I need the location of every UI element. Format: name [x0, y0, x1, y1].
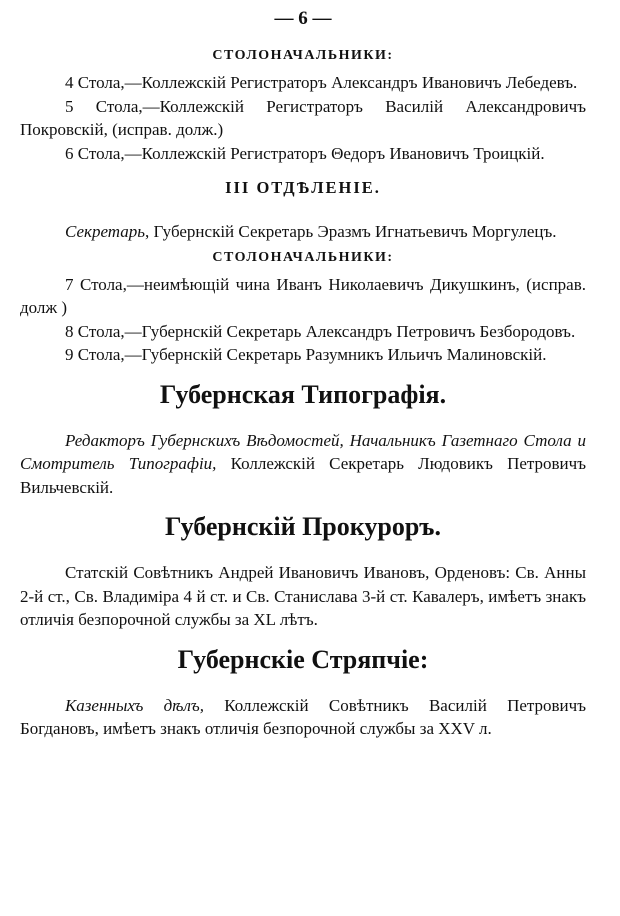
section-heading-2: СТОЛОНАЧАЛЬНИКИ:	[212, 249, 394, 265]
entry-desk-9: 9 Стола,—Губернскій Секретарь Разумникъ Ильичъ Малиновскій.	[65, 345, 547, 364]
entry-desk-6: 6 Стола,—Коллежскій Регистраторъ Θедоръ Ивановичъ Троицкій.	[65, 143, 545, 163]
solicitors-title: Губернскіе Стряпчіе:	[177, 644, 429, 674]
solicitors-lead: Казенныхъ дѣлъ,	[65, 695, 204, 715]
secretary-text: , Губернскій Секретарь Эразмъ Игнатьевичъ Моргулецъ.	[145, 222, 557, 241]
typography-text: Коллежскій Секретарь Людовикъ Петровичъ Вильчевскій.	[20, 454, 586, 497]
entry-desk-5: 5 Стола,—Коллежскій Регистраторъ Василій Александровичъ Покровскій, (исправ. долж.)	[20, 96, 586, 139]
solicitors-text: Коллежскій Совѣтникъ Василій Петровичъ Богдановъ, имѣетъ знакъ отличія безпорочной службы за XXV л.	[20, 695, 586, 738]
typography-title: Губернская Типографія.	[159, 379, 447, 409]
prosecutor-entry: Статскій Совѣтникъ Андрей Ивановичъ Ивановъ, Орденовъ: Св. Анны 2-й ст., Св. Владиміра 4 й ст. и Св. Станислава 3-й ст. Кавалеръ, имѣетъ знакъ отличія безпорочной службы за XL лѣтъ.	[20, 563, 586, 629]
solicitors-entry	[20, 694, 586, 741]
page-number: — 6 —	[274, 8, 332, 29]
entry-desk-7: 7 Стола,—неимѣющій чина Иванъ Николаевичъ Дикушкинъ, (исправ. долж )	[20, 274, 586, 317]
typography-lead: Редакторъ Губернскихъ Вѣдомостей, Начальникъ Газетнаго Стола и Смотритель Типографіи,	[20, 430, 586, 473]
entry-desk-4: 4 Стола,—Коллежскій Регистраторъ Александръ Ивановичъ Лебедевъ.	[65, 73, 578, 92]
typography-entry	[20, 429, 586, 500]
entry-desk-8: 8 Стола,—Губернскій Секретарь Александръ Петровичъ Безбородовъ.	[65, 321, 576, 341]
secretary-title: Секретарь	[65, 222, 145, 241]
department-title: III ОТДѢЛЕНІЕ.	[225, 178, 381, 197]
secretary-entry	[20, 220, 586, 244]
prosecutor-title: Губернскій Прокуроръ.	[165, 512, 441, 541]
section-heading: СТОЛОНАЧАЛЬНИКИ:	[212, 48, 394, 63]
